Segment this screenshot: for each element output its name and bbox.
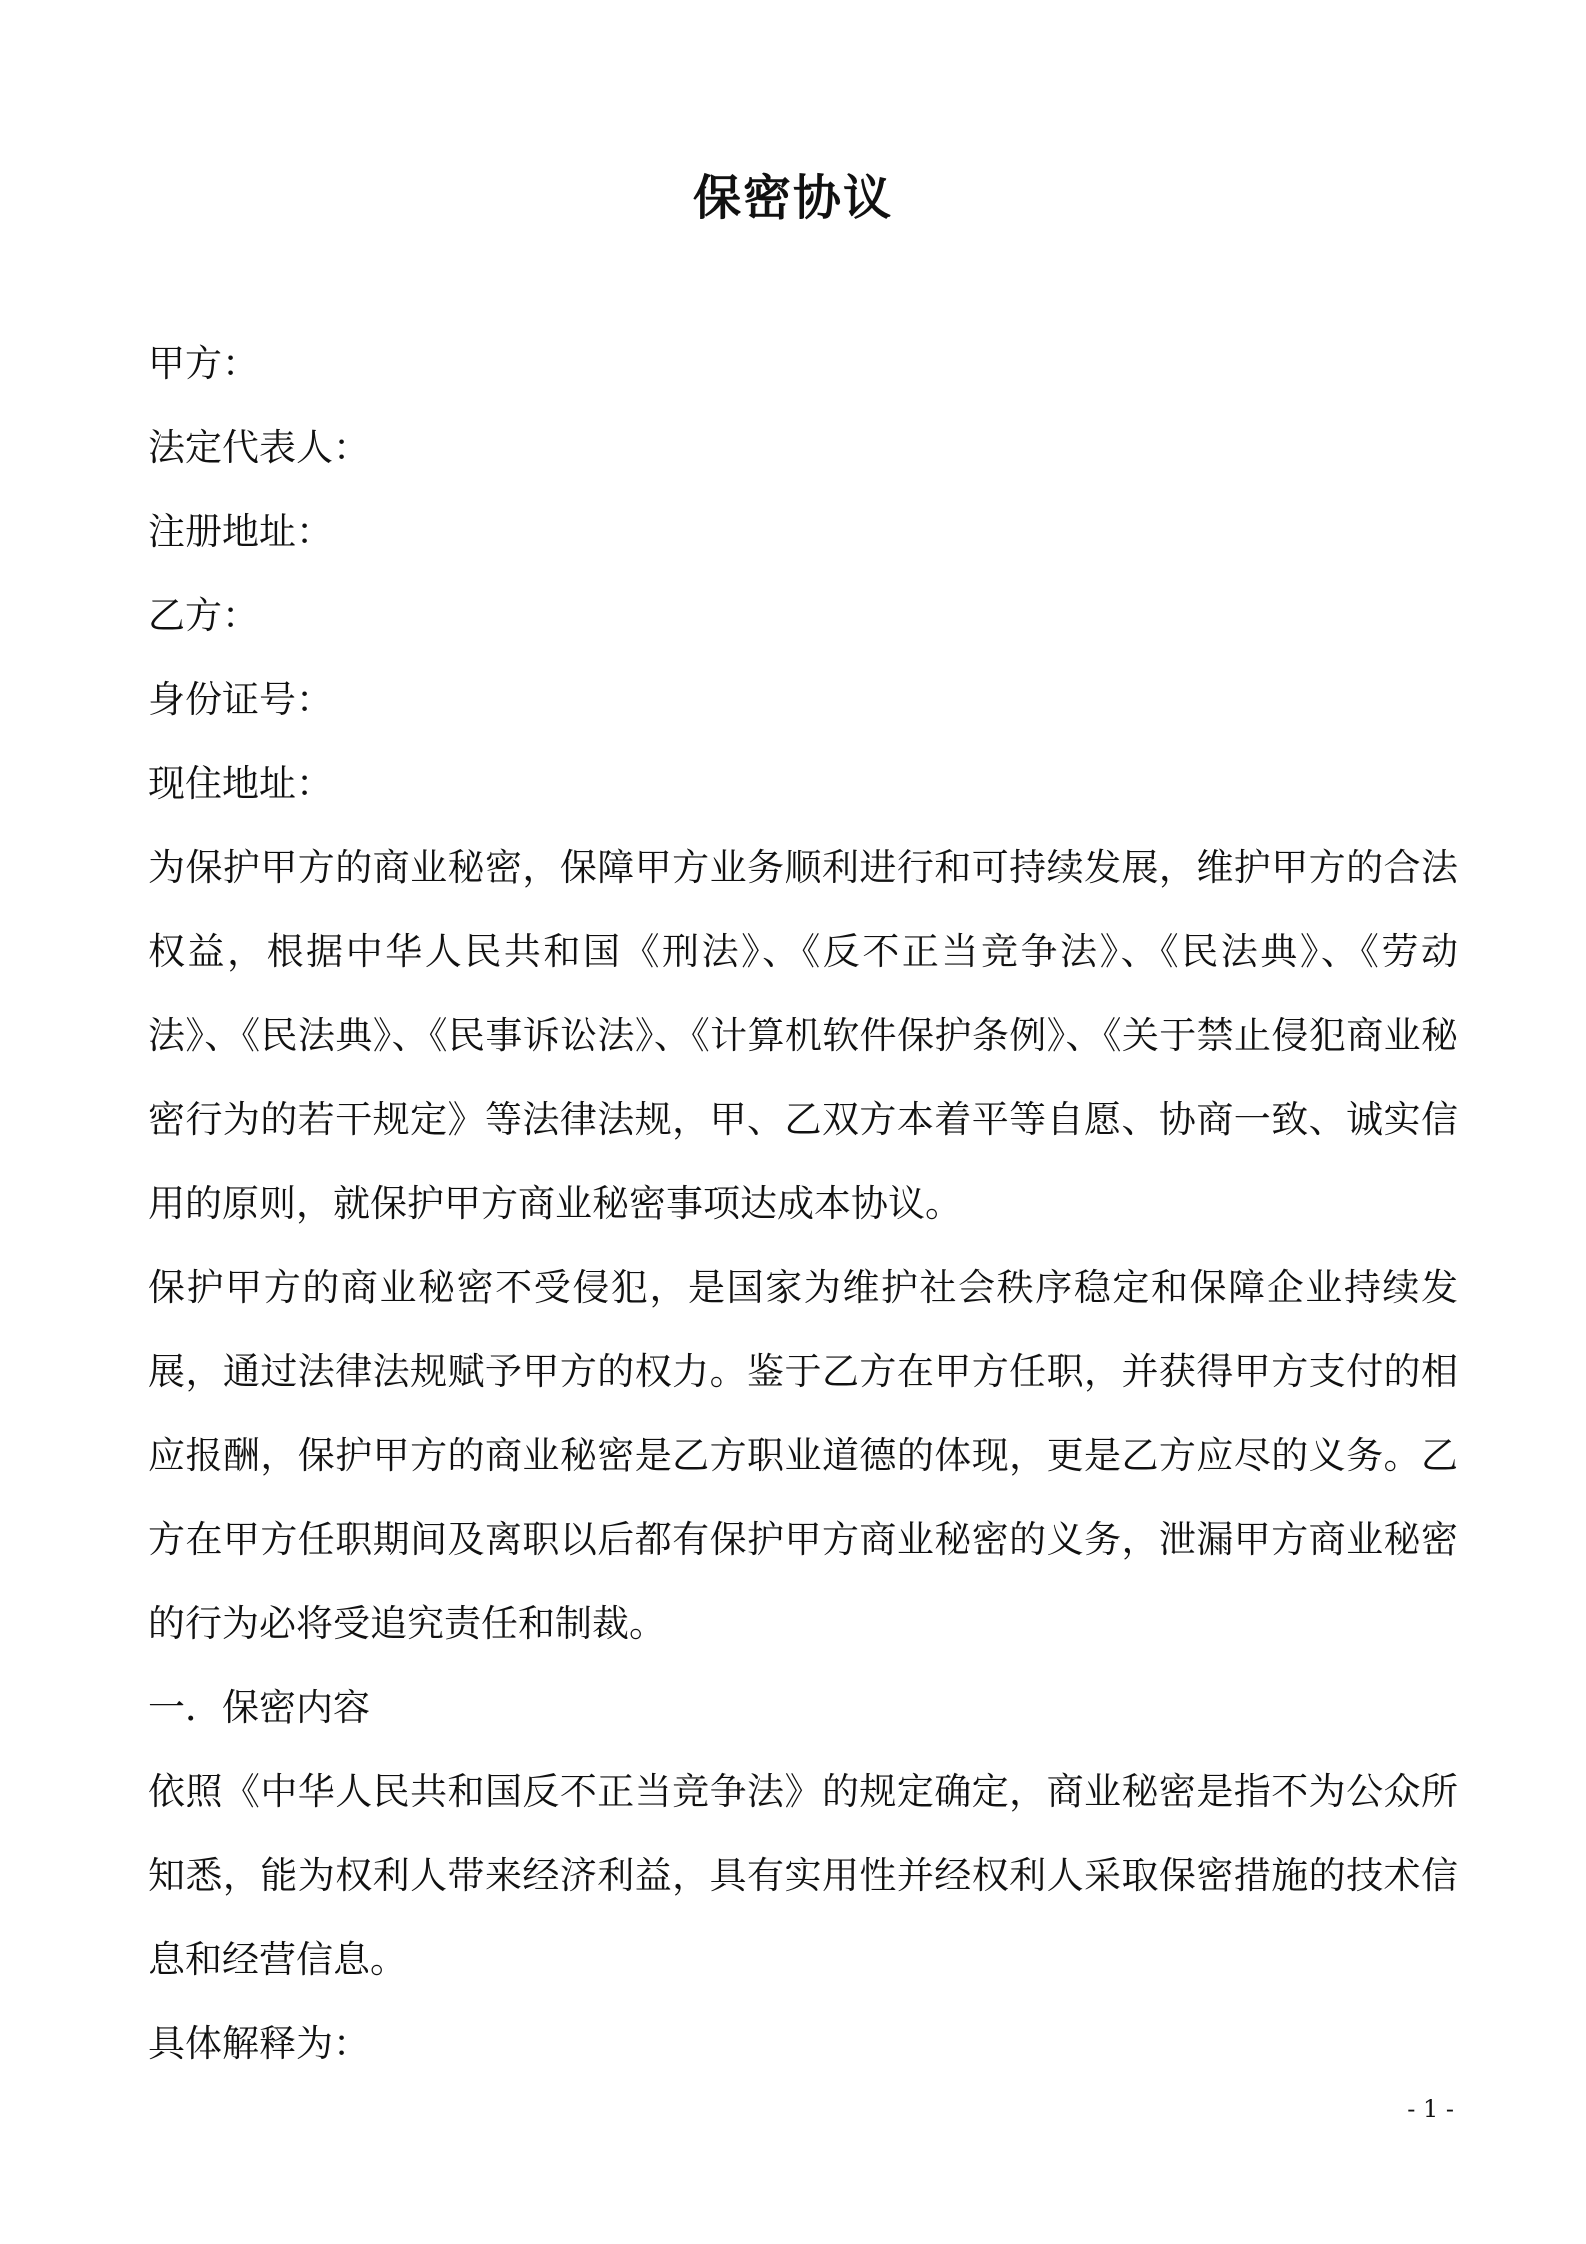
field-party-a: 甲方： bbox=[148, 342, 259, 385]
paragraph-section-1: 依照《中华人民共和国反不正当竞争法》的规定确定，商业秘密是指不为公众所知悉，能为权利人带来经济利益，具有实用性并经权利人采取保密措施的技术信息和经营信息。 bbox=[148, 1770, 1458, 1981]
field-id-number: 身份证号： bbox=[148, 678, 333, 721]
field-current-address: 现住地址： bbox=[148, 762, 333, 805]
field-legal-representative: 法定代表人： bbox=[148, 426, 370, 469]
document-body bbox=[148, 322, 1458, 2086]
paragraph-intro: 为保护甲方的商业秘密，保障甲方业务顺利进行和可持续发展，维护甲方的合法权益，根据中华人民共和国《刑法》、《反不正当竞争法》、《民法典》、《劳动法》、《民法典》、《民事诉讼法》、《计算机软件保护条例》、《关于禁止侵犯商业秘密行为的若干规定》等法律法规，甲、乙双方本着平等自愿、协商一致、诚实信用的原则，就保护甲方商业秘密事项达成本协议。 bbox=[148, 846, 1458, 1225]
field-registered-address: 注册地址： bbox=[148, 510, 333, 553]
section-heading-1: 一．保密内容 bbox=[148, 1686, 370, 1729]
paragraph-explain: 具体解释为： bbox=[148, 2022, 370, 2065]
document-title: 保密协议 bbox=[692, 170, 893, 226]
page-number: - 1 - bbox=[1407, 2095, 1454, 2123]
field-party-b: 乙方： bbox=[148, 594, 259, 637]
paragraph-purpose: 保护甲方的商业秘密不受侵犯，是国家为维护社会秩序稳定和保障企业持续发展，通过法律法规赋予甲方的权力。鉴于乙方在甲方任职，并获得甲方支付的相应报酬，保护甲方的商业秘密是乙方职业道德的体现，更是乙方应尽的义务。乙方在甲方任职期间及离职以后都有保护甲方商业秘密的义务，泄漏甲方商业秘密的行为必将受追究责任和制裁。 bbox=[148, 1266, 1458, 1645]
